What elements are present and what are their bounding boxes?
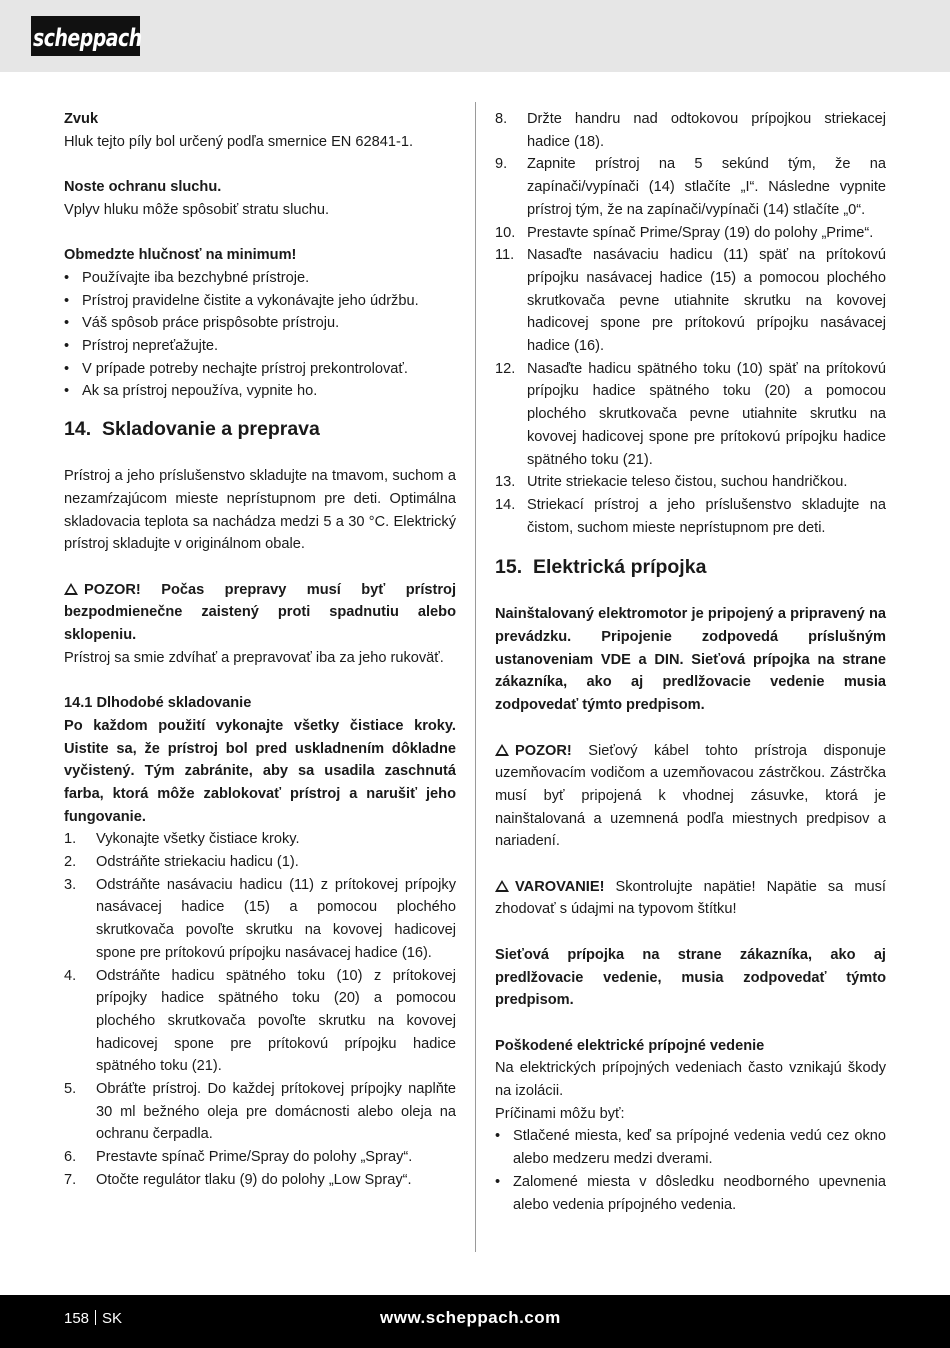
list-item: 7. Otočte regulátor tlaku (9) do polohy „Low Spray“. [64, 1171, 412, 1188]
electric-connection-text: Nainštalovaný elektromotor je pripojený a pripravený na prevádzku. Pripojenie zodpovedá príslušným ustanoveniam VDE a DIN. Sieťová prípojka na strane zákazníka, ako aj predlžovacie vedenie musia zodpovedať týmto predpisom. [495, 606, 886, 714]
noise-bullet-list [64, 267, 456, 403]
list-item: • Prístroj nepreťažujte. [64, 335, 456, 358]
pozor-transport-note: POZOR! Počas prepravy musí byť prístroj bezpodmienečne zaistený proti spadnutiu alebo sklopeniu. [64, 581, 456, 644]
causes-text: Príčinami môžu byť: [495, 1105, 625, 1122]
list-item: • Prístroj pravidelne čistite a vykonávajte jeho údržbu. [64, 290, 456, 313]
storage-steps-list-continued [495, 108, 886, 539]
list-item: 4. Odstráňte hadicu spätného toku (10) z prítokovej prípojky hadice spätného toku (20) a pomocou plochého skrutkovača povoľte skrutku na kovovej hadicovej spone pre prítokovú prípojku hadice spätného toku (21). [64, 967, 456, 1075]
page-number: 158 SK [64, 1310, 123, 1327]
lift-text: Prístroj sa smie zdvíhať a prepravovať iba za jeho rukoväť. [64, 649, 444, 666]
list-item: 12. Nasaďte hadicu spätného toku (10) späť na prítokovú prípojku hadice spätného toku (20) a pomocou plochého skrutkovača pevne utiahnite skrutku na kovovej hadicovej spone pre prítokovú prípojku hadice spätného toku (21). [495, 360, 886, 468]
page-header [0, 0, 950, 72]
column-divider [475, 102, 476, 1252]
varovanie-voltage-note: VAROVANIE! Skontrolujte napätie! Napätie sa musí zhodovať s údajmi na typovom štítku! [495, 878, 886, 918]
list-item: 5. Obráťte prístroj. Do každej prítokovej prípojky naplňte 30 ml bežného oleja pre domácnosti alebo oleja na ochranu čerpadla. [64, 1081, 456, 1143]
list-item: 2. Odstráňte striekaciu hadicu (1). [64, 854, 299, 871]
left-column [64, 108, 456, 1192]
right-column [495, 108, 886, 1216]
page-footer [0, 1295, 950, 1348]
website-url: www.scheppach.com [380, 1308, 561, 1327]
warning-icon [495, 744, 509, 756]
warning-icon [64, 583, 78, 595]
zvuk-text: Hluk tejto píly bol určený podľa smernice EN 62841-1. [64, 133, 414, 150]
list-item: 9. Zapnite prístroj na 5 sekúnd tým, že na zapínači/vypínači (14) stlačíte „I“. Následne vypnite prístroj tým, že na zapínači/vypínači (14) stlačíte „0“. [495, 156, 886, 218]
warning-icon [495, 880, 509, 892]
list-item: • Používajte iba bezchybné prístroje. [64, 267, 456, 290]
scheppach-logo: scheppach [31, 16, 140, 56]
list-item: 10. Prestavte spínač Prime/Spray (19) do polohy „Prime“. [495, 224, 874, 241]
list-item: 1. Vykonajte všetky čistiace kroky. [64, 831, 300, 848]
noste-text: Vplyv hluku môže spôsobiť stratu sluchu. [64, 201, 330, 218]
causes-bullet-list [495, 1125, 886, 1216]
subsection-14-1-heading: 14.1 Dlhodobé skladovanie [64, 695, 252, 712]
list-item: 14. Striekací prístroj a jeho príslušenstvo skladujte na čistom, suchom mieste neprístupnom pre deti. [495, 496, 886, 536]
noste-heading: Noste ochranu sluchu. [64, 179, 222, 196]
list-item: • Váš spôsob práce prispôsobte prístroju. [64, 312, 456, 335]
section-15-heading: 15. Elektrická prípojka [495, 556, 707, 579]
list-item: 8. Držte handru nad odtokovou prípojkou striekacej hadice (18). [495, 111, 886, 150]
list-item: 11. Nasaďte nasávaciu hadicu (11) späť na prítokovú prípojku nasávacej hadice (15) a pomocou plochého skrutkovača pevne utiahnite skrutku na kovovej hadicovej spone pre prítokovú prípojku nasávacej hadice (16). [495, 247, 886, 355]
list-item: 3. Odstráňte nasávaciu hadicu (11) z prítokovej prípojky nasávacej hadice (15) a pomocou plochého skrutkovača povoľte skrutku na kovovej hadicovej spone pre prítokovú prípojku nasávacej hadice (16). [64, 876, 456, 961]
pozor-cable-note: POZOR! Sieťový kábel tohto prístroja disponuje uzemňovacím vodičom a uzemňovacou zástrčkou. Zástrčka musí byť pripojená k vhodnej zásuvke, ktorá je nainštalovaná a uzemnená podľa miestnych predpisov a nariadení. [495, 742, 886, 850]
list-item: • Ak sa prístroj nepoužíva, vypnite ho. [64, 380, 456, 403]
damaged-cable-text: Na elektrických prípojných vedeniach často vznikajú škody na izolácii. [495, 1060, 886, 1100]
list-item: 13. Utrite striekacie teleso čistou, suchou handričkou. [495, 474, 848, 491]
long-storage-intro: Po každom použití vykonajte všetky čistiace kroky. Uistite sa, že prístroj bol pred uskladnením dôkladne vyčistený. Tým zabránite, aby sa usadila zaschnutá farba, ktorá môže zablokovať prístroj a narušiť jeho fungovanie. [64, 717, 456, 825]
list-item: • Stlačené miesta, keď sa prípojné vedenia vedú cez okno alebo medzeru medzi dverami. [495, 1125, 886, 1170]
zvuk-heading: Zvuk [64, 111, 99, 127]
list-item: 6. Prestavte spínač Prime/Spray do polohy „Spray“. [64, 1149, 413, 1166]
damaged-cable-heading: Poškodené elektrické prípojné vedenie [495, 1037, 765, 1054]
obmedzte-heading: Obmedzte hlučnosť na minimum! [64, 247, 297, 264]
storage-steps-list [64, 828, 456, 1191]
list-item: • V prípade potreby nechajte prístroj prekontrolovať. [64, 358, 456, 381]
list-item: • Zalomené miesta v dôsledku neodborného upevnenia alebo vedenia prípojného vedenia. [495, 1171, 886, 1216]
section-14-heading: 14. Skladovanie a preprava [64, 418, 320, 441]
storage-text: Prístroj a jeho príslušenstvo skladujte na tmavom, suchom a nezamŕzajúcom mieste neprístupnom pre deti. Optimálna skladovacia teplota sa nachádza medzi 5 a 30 °C. Elektrický prístroj skladujte v originálnom obale. [64, 468, 456, 553]
customer-connection-text: Sieťová prípojka na strane zákazníka, ako aj predlžovacie vedenie, musia zodpovedať týmto predpisom. [495, 946, 886, 1009]
